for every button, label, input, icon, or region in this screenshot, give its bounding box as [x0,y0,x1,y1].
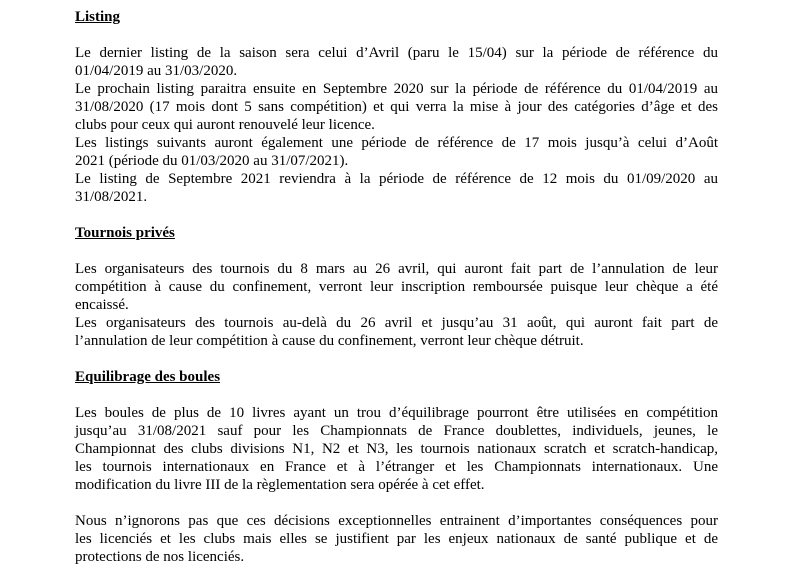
text-line: Les listings suivants auront également une période de référence de 17 mois jusqu’à celui d’Août [75,135,718,151]
text-line: compétition à cause du confinement, verront leur inscription remboursée puisque leur chèque a été [75,279,718,295]
paragraph-equilibrage-1 [75,404,718,494]
text-line: Le listing de Septembre 2021 reviendra à la période de référence de 12 mois du 01/09/2020 au [75,171,718,187]
text-line: 2021 (période du 01/03/2020 au 31/07/2021). [75,153,349,169]
text-line: jusqu’au 31/08/2021 sauf pour les Championnats de France doublettes, individuels, jeunes, le [75,423,718,439]
text-line: modification du livre III de la règlementation sera opérée à cet effet. [75,477,485,493]
text-line: Nous n’ignorons pas que ces décisions exceptionnelles entrainent d’importantes conséquences pour [75,513,718,529]
text-line: Les organisateurs des tournois du 8 mars au 26 avril, qui auront fait part de l’annulation de leur [75,261,718,277]
paragraph-listing-2 [75,80,718,134]
paragraph-listing-3 [75,134,718,170]
text-line: l’annulation de leur compétition à cause du confinement, verront leur chèque détruit. [75,333,584,349]
heading-tournois-prives: Tournois privés [75,225,175,241]
text-line: 01/04/2019 au 31/03/2020. [75,63,238,79]
text-line: Championnat des clubs divisions N1, N2 et N3, les tournois nationaux scratch et scratch-handicap, [75,441,718,457]
text-line: 31/08/2021. [75,189,148,205]
text-line: Le prochain listing paraitra ensuite en Septembre 2020 sur la période de référence du 01/04/2019 au [75,81,718,97]
text-line: clubs pour ceux qui auront renouvelé leur licence. [75,117,375,133]
paragraph-listing-4 [75,170,718,206]
heading-equilibrage: Equilibrage des boules [75,369,221,385]
text-line: encaissé. [75,297,129,313]
paragraph-tournois-2 [75,314,718,350]
text-line: Les boules de plus de 10 livres ayant un trou d’équilibrage pourront être utilisées en compétition [75,405,718,421]
text-line: protections de nos licenciés. [75,549,245,565]
paragraph-closing [75,512,718,566]
heading-listing: Listing [75,9,121,25]
text-line: les tournois internationaux en France et à l’étranger et les Championnats internationaux. Une [75,459,718,475]
text-line: les licenciés et les clubs mais elles se justifient par les enjeux nationaux de santé publique et de [75,531,718,547]
text-line: Les organisateurs des tournois au-delà du 26 avril et jusqu’au 31 août, qui auront fait part de [75,315,718,331]
text-line: Le dernier listing de la saison sera celui d’Avril (paru le 15/04) sur la période de référence du [75,45,718,61]
paragraph-listing-1 [75,44,718,80]
document-body [75,8,718,566]
text-line: 31/08/2020 (17 mois dont 5 sans compétition) et qui verra la mise à jour des catégories d’âge et des [75,99,718,115]
paragraph-tournois-1 [75,260,718,314]
